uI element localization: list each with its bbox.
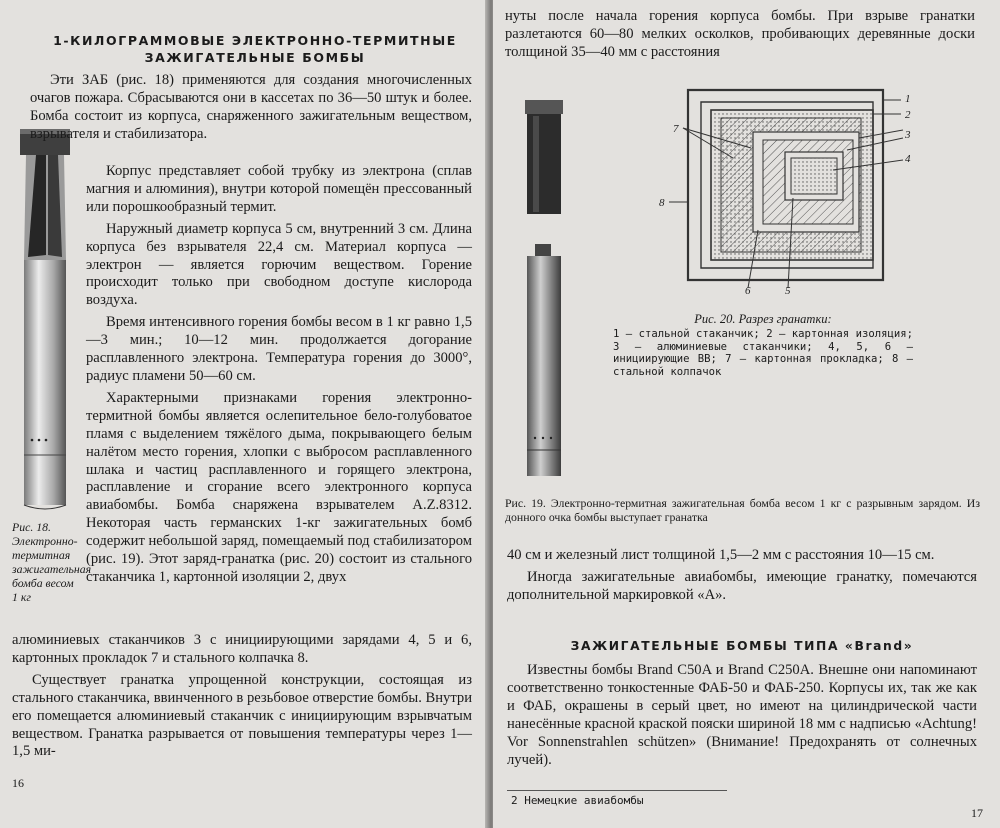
fig20-label-2: 2 xyxy=(905,109,911,121)
text-column-fig xyxy=(86,163,472,591)
footer-note: 2 Немецкие авиабомбы xyxy=(511,794,644,807)
paragraph: 40 см и железный лист толщиной 1,5—2 мм с расстояния 10—15 см. xyxy=(507,547,935,563)
paragraph: нуты после начала горения корпуса бомбы. При взрыве гранатки разлетаются 60—80 мелких осколков, пробивающих деревянные доски толщиной 35—40 мм с расстояния xyxy=(505,8,975,60)
fig20-label-1: 1 xyxy=(905,93,911,105)
paragraph: Иногда зажигательные авиабомбы, имеющие гранатку, помечаются дополнительной маркировкой «А». xyxy=(507,568,977,603)
fig20-caption-title: Рис. 20. Разрез гранатки: xyxy=(694,312,832,326)
fig20-label-6: 6 xyxy=(745,285,751,295)
fig20-label-5: 5 xyxy=(785,285,791,295)
right-page xyxy=(493,0,1000,828)
fig19-caption: Рис. 19. Электронно-термитная зажигательная бомба весом 1 кг с разрывным зарядом. Из донного очка бомбы выступает гранатка xyxy=(505,496,980,524)
fig20-caption xyxy=(613,312,913,378)
section-heading xyxy=(40,32,470,66)
fig18-bomb-illustration xyxy=(14,125,76,515)
paragraph: алюминиевых стаканчиков 3 с инициирующими зарядами 4, 5 и 6, картонных прокладок 7 и стального колпачка 8. xyxy=(12,632,472,666)
fig20-cross-section-diagram xyxy=(633,80,933,295)
footer-rule xyxy=(507,790,727,791)
fig19-bomb-with-charge-illustration xyxy=(513,94,583,489)
fig20-label-3: 3 xyxy=(905,129,911,141)
text-column-brand xyxy=(507,662,977,773)
left-page xyxy=(0,0,487,828)
text-column-top xyxy=(505,8,975,66)
paragraph: Корпус представляет собой трубку из электрона (сплав магния и алюминия), внутри которой помещён прессованный или порошкообразный термит. xyxy=(86,163,472,215)
page-number: 16 xyxy=(12,776,24,790)
fig18-caption: Рис. 18. Электронно-термитная зажигательная бомба весом 1 кг xyxy=(12,520,92,604)
paragraph: Эти ЗАБ (рис. 18) применяются для создания многочисленных очагов пожара. Сбрасываются они в кассетах по 36—50 штук и более. Бомба состоит из корпуса, снаряженного зажигательным веществом, взрывателя и стабилизатора. xyxy=(30,72,472,142)
paragraph: Существует гранатка упрощенной конструкции, состоящая из стального стаканчика, ввинченного в резьбовое отверстие бомбы. Внутри его помещается алюминиевый стаканчик с инициирующим взрывчатым веществом. Гранатка разрывается от повышения температуры через 1—1,5 ми- xyxy=(12,671,473,760)
fig20-label-4: 4 xyxy=(905,153,911,165)
paragraph: Наружный диаметр корпуса 5 см, внутренний 3 см. Длина корпуса без взрывателя 22,4 см. Материал корпуса — электрон — является горючим веществом. Горение происходит только при свободном доступе кислорода воздуха. xyxy=(86,220,472,309)
heading-line-2: ЗАЖИГАТЕЛЬНЫЕ БОМБЫ xyxy=(144,50,366,65)
fig20-label-8: 8 xyxy=(659,197,665,209)
section-heading-brand: ЗАЖИГАТЕЛЬНЫЕ БОМБЫ ТИПА «Brand» xyxy=(570,639,914,653)
text-column-bottom xyxy=(12,632,472,765)
paragraph: Характерными признаками горения электронно-термитной бомбы является ослепительное бело-голубоватое пламя с выделением тяжёлого дыма, покрывающего белым налётом место горения, хлопки с выбросом расплавленного шлака и частиц расплавленного и горящего электрона, расплавление и сгорание всего электронного корпуса авиабомбы. Бомба снаряжена взрывателем A.Z.8312. Некоторая часть германских 1-кг зажигательных бомб содержит небольшой заряд, помещаемый под стабилизатором (рис. 19). Этот заряд-гранатка (рис. 20) состоит из стального стаканчика 1, картонной изоляции 2, двух xyxy=(86,389,472,585)
fig20-label-7: 7 xyxy=(673,123,679,135)
page-number: 17 xyxy=(971,806,983,820)
fig20-caption-body: 1 — стальной стаканчик; 2 — картонная изоляция; 3 — алюминиевые стаканчики; 4, 5, 6 — инициирующие ВВ; 7 — картонная прокладка; 8 — стальной колпачок xyxy=(613,328,913,378)
heading-line-1: 1-КИЛОГРАММОВЫЕ ЭЛЕКТРОННО-ТЕРМИТНЫЕ xyxy=(53,33,457,48)
paragraph: Известны бомбы Brand C50A и Brand C250A. Внешне они напоминают соответственно тонкостенные ФАБ-50 и ФАБ-250. Корпусы их, так же как и ФАБ, окрашены в серый цвет, но имеют на цилиндрической части нанесённые красной краской пояски шириной 18 мм с надписью «Achtung! Vor Sonnenstrahlen schützen» (Внимание! Предохранять от солнечных лучей). xyxy=(507,662,977,768)
text-column-bottom xyxy=(507,547,977,609)
text-column-top xyxy=(30,72,472,148)
paragraph: Время интенсивного горения бомбы весом в 1 кг равно 1,5—3 мин.; 10—12 мин. продолжается догорание расплавленного электрона. Температура горения до 3000°, радиус пламени 50—60 см. xyxy=(86,314,472,384)
